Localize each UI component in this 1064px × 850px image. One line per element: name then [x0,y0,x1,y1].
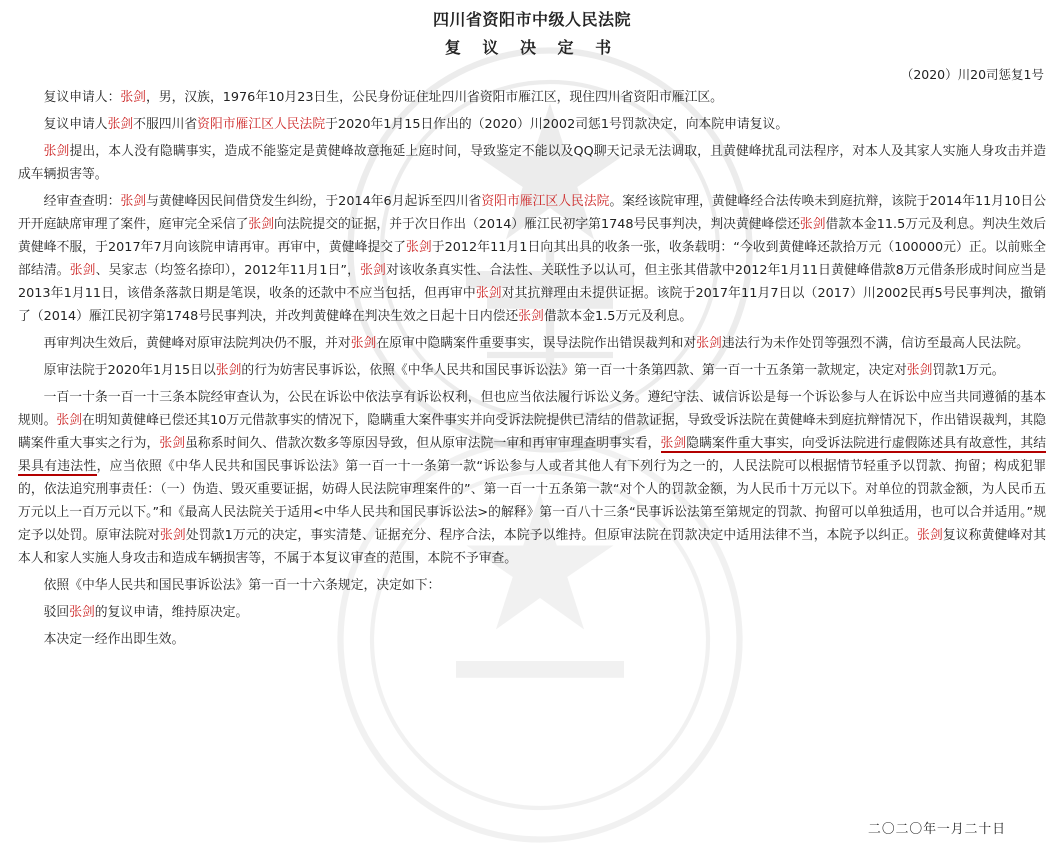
text-fragment: 在原审中隐瞒案件重要事实，误导法院作出错误裁判和对 [376,336,697,351]
name-highlight: 张剑 [799,217,826,232]
name-highlight: 张剑 [360,263,386,278]
paragraph-applicant [18,86,1046,109]
text-fragment: 一百一十条一百一十三条本院经审查认为，公民在诉讼中依法享有诉讼权利，但也应当依法履行诉讼义务。遵纪守法、诚信诉讼是每一个诉讼参与人在诉讼中应当共同遵循的基本规则。 [18,390,1046,428]
text-fragment: 经审查查明： [43,194,121,209]
name-highlight: 张剑 [406,240,432,255]
court-highlight: 资阳市雁江区人民法院 [481,194,610,209]
text-fragment: 不服四川省 [133,117,198,132]
text-fragment: 提出，本人没有隐瞒事实，造成不能鉴定是黄健峰故意拖延上庭时间，导致鉴定不能以及QQ聊天记录无法调取，且黄健峰扰乱司法程序，对本人及其家人实施人身攻击并造成车辆损害等。 [18,144,1046,182]
text-fragment: 对该收条真实性、合法性、关联性予以认可，但主张其借款中2012年1月11日黄健峰借款8万元借条形成时间应当是2013年1月11日，该借条落款日期是笔误，收条的还款中不应当包括，但再审中 [18,263,1047,301]
paragraph-retrial [18,332,1046,355]
text-fragment: ，应当依照《中华人民共和国民事诉讼法》第一百一十一条第一款“诉讼参与人或者其他人有下列行为之一的，人民法院可以根据情节轻重予以罚款、拘留；构成犯罪的，依法追究刑事责任：（一）伪造、毁灭重要证据，妨碍人民法院审理案件的”、第一百一十五条第一款“对个人的罚款金额，为人民币十万元以下。对单位的罚款金额，为人民币五万元以上一百万元以下。”和《最高人民法院关于适用<中华人民共和国民事诉讼法>的解释》第一百八十三条“民事诉讼法第至第规定的罚款、拘留可以单独适用，也可以合并适用。”规定予以处罚。原审法院对 [18,459,1047,543]
text-fragment: 隐瞒案件重大事实，向受诉法院进行虚假陈述具有故意性，其结果具有违法性 [18,436,1047,474]
text-fragment: 复议申请人： [43,90,121,105]
text-fragment: 复议申请人 [43,117,108,132]
name-highlight: 张剑 [696,336,722,351]
text-fragment: 对其抗辩理由未提供证据。该院于2017年11月7日以（2017）川2002民再5号民事判决，撤销了（2014）雁江民初字第1748号民事判决，并改判黄健峰在判决生效之日起十日内偿还 [18,286,1046,324]
text-fragment: 于2012年11月1日向其出具的收条一张，收条载明：“今收到黄健峰还款拾万元（100000元）正。以前账全部结清。 [18,240,1046,278]
text-fragment: 罚款1万元。 [932,363,1005,378]
name-highlight: 张剑 [906,363,933,378]
text-fragment: 的复议申请，维持原决定。 [94,605,249,620]
document-type: 复 议 决 定 书 [444,38,620,57]
name-highlight: 张剑 [160,528,186,543]
name-highlight: 张剑 [69,263,96,278]
text-fragment: 借款本金11.5万元及利息。判决生效后黄健峰不服，于2017年7月向该院申请再审。再审中，黄健峰提交了 [18,217,1047,255]
text-fragment: 违法行为未作处罚等强烈不满，信访至最高人民法院。 [721,336,1029,351]
name-highlight: 张剑 [475,286,502,301]
name-highlight: 张剑 [120,194,147,209]
text-fragment: 与黄健峰因民间借贷发生纠纷，于2014年6月起诉至四川省 [146,194,482,209]
name-highlight: 张剑 [120,90,146,105]
case-number: （2020）川20司惩复1号 [900,67,1044,82]
name-highlight: 张剑 [660,436,687,451]
text-fragment: 复议称黄健峰对其本人和家人实施人身攻击和造成车辆损害等，不属于本复议审查的范围，本院不予审查。 [18,528,1047,566]
name-highlight: 张剑 [350,336,377,351]
text-fragment: 、吴家志（均签名捺印），2012年11月1日”， [95,263,361,278]
text-fragment: ，男，汉族，1976年10月23日生，公民身份证住址四川省资阳市雁江区，现住四川省资阳市雁江区。 [145,90,723,105]
name-highlight: 张剑 [107,117,134,132]
name-highlight: 张剑 [215,363,242,378]
text-fragment: 再审判决生效后，黄健峰对原审法院判决仍不服，并对 [43,336,351,351]
text-fragment: 虽称系时间久、借款次数多等原因导致，但从原审法院一审和再审审理查明事实看， [185,436,661,451]
name-highlight: 张剑 [69,605,95,620]
document-body [0,86,1064,651]
text-fragment: 的行为妨害民事诉讼，依照《中华人民共和国民事诉讼法》第一百一十条第四款、第一百一十五条第一款规定，决定对 [241,363,907,378]
text-fragment: 原审法院于2020年1月15日以 [43,363,216,378]
paragraph-effective: 本决定一经作出即生效。 [43,632,185,647]
text-fragment: 向法院提交的证据，并于次日作出（2014）雁江民初字第1748号民事判决，判决黄健峰偿还 [274,217,800,232]
text-fragment: 于2020年1月15日作出的（2020）川2002司惩1号罚款决定，向本院申请复议。 [325,117,789,132]
decision-date: 二〇二〇年一月二十日 [868,822,1006,837]
paragraph-ruling [18,601,1046,624]
court-highlight: 资阳市雁江区人民法院 [197,117,326,132]
paragraph-application [18,113,1046,136]
name-highlight: 张剑 [917,528,943,543]
name-highlight: 张剑 [56,413,83,428]
text-fragment: 驳回 [43,605,70,620]
name-highlight: 张剑 [518,309,544,324]
text-fragment: 借款本金1.5万元及利息。 [543,309,693,324]
text-fragment: 。案经该院审理，黄健峰经合法传唤未到庭抗辩，该院于2014年11月10日公开开庭缺席审理了案件，庭审完全采信了 [18,194,1047,232]
paragraph-facts [18,190,1046,328]
paragraph-reasoning [18,386,1046,570]
name-highlight: 张剑 [43,144,70,159]
paragraph-claims [18,140,1046,186]
name-highlight: 张剑 [159,436,186,451]
paragraph-original-decision [18,359,1046,382]
text-fragment: 在明知黄健峰已偿还其10万元借款事实的情况下，隐瞒重大案件事实并向受诉法院提供已清结的借款证据，导致受诉法院在黄健峰未到庭抗辩情况下，作出错误裁判，其隐瞒案件重大事实之行为， [18,413,1047,451]
paragraph-basis: 依照《中华人民共和国民事诉讼法》第一百一十六条规定，决定如下： [43,578,441,593]
name-highlight: 张剑 [248,217,274,232]
court-name: 四川省资阳市中级人民法院 [432,10,631,29]
text-fragment: 处罚款1万元的决定，事实清楚、证据充分、程序合法，本院予以维持。但原审法院在罚款决定中适用法律不当，本院予以纠正。 [185,528,918,543]
